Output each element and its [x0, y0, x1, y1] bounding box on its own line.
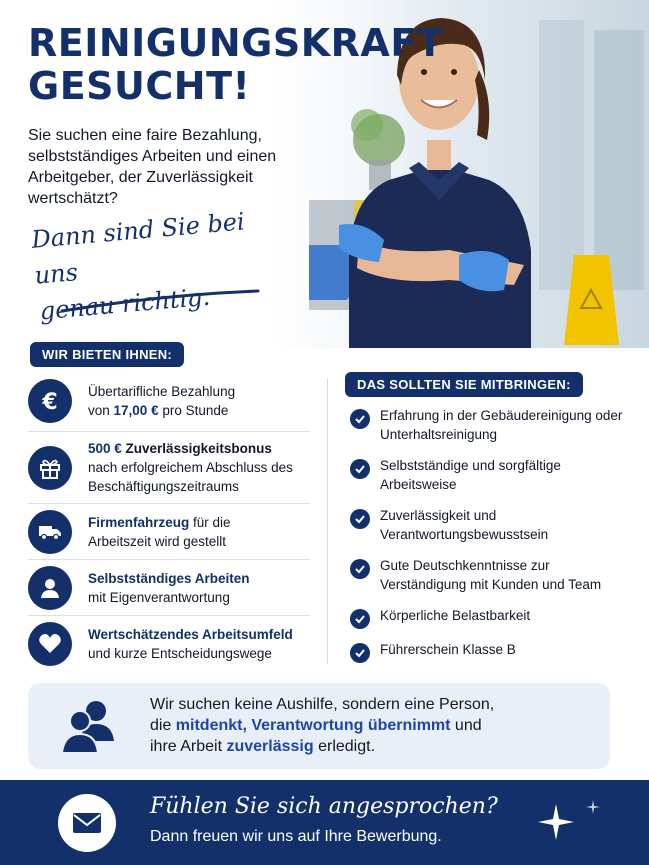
- callout-separator: ,: [242, 717, 252, 734]
- callout-text-part: die: [150, 717, 176, 734]
- intro-text: Sie suchen eine faire Bezahlung, selbstständiges Arbeiten und einen Arbeitgeber, der Zuverlässigkeit wertschätzt?: [28, 127, 277, 207]
- page-title: [28, 21, 444, 108]
- callout-highlight: zuverlässig: [226, 738, 314, 755]
- check-icon: [350, 509, 370, 529]
- requirement-text: Gute Deutschkenntnisse zur Verständigung mit Kunden und Team: [380, 558, 602, 592]
- headline-line-2: GESUCHT!: [28, 64, 251, 108]
- offer-heading: WIR BIETEN IHNEN:: [30, 342, 184, 367]
- check-icon: [350, 643, 370, 663]
- requirements-list: [350, 406, 635, 670]
- requirement-item: [350, 456, 635, 506]
- headline-line-1: REINIGUNGSKRAFT: [28, 21, 444, 65]
- tagline-underline: [60, 285, 260, 315]
- euro-icon: [28, 379, 72, 423]
- check-icon: [350, 609, 370, 629]
- offer-item-text: von: [88, 402, 114, 418]
- offer-item-line: nach erfolgreichem Abschluss des Beschäftigungszeitraums: [88, 460, 293, 494]
- hero-section: [0, 0, 649, 348]
- column-divider: [327, 378, 328, 664]
- offer-item: [28, 504, 310, 560]
- requirement-item: [350, 406, 635, 456]
- requirement-text: Zuverlässigkeit und Verantwortungsbewusstsein: [380, 508, 549, 542]
- van-icon: [28, 510, 72, 554]
- requirement-text: Führerschein Klasse B: [380, 642, 516, 657]
- offer-item-highlight: 500 €: [88, 441, 126, 456]
- heart-icon: [28, 622, 72, 666]
- callout-text: [150, 694, 580, 757]
- footer-headline: Fühlen Sie sich angesprochen?: [150, 794, 498, 819]
- team-icon: [60, 697, 118, 755]
- offer-item-text: Zuverlässigkeitsbonus: [125, 441, 272, 456]
- offer-list: [28, 370, 310, 672]
- callout-box: [28, 683, 610, 769]
- envelope-icon: [72, 812, 102, 834]
- svg-text:€: €: [42, 389, 58, 414]
- footer-banner: [0, 780, 649, 865]
- person-icon: [28, 566, 72, 610]
- offer-item-line: Übertarifliche Bezahlung: [88, 383, 236, 399]
- callout-text-part: und: [450, 717, 482, 734]
- requirement-text: Erfahrung in der Gebäudereinigung oder Unterhaltsreinigung: [380, 408, 623, 442]
- mail-button[interactable]: [58, 794, 116, 852]
- requirement-text: Körperliche Belastbarkeit: [380, 608, 531, 623]
- offer-item: [28, 560, 310, 616]
- footer-subtext: Dann freuen wir uns auf Ihre Bewerbung.: [150, 828, 442, 845]
- offer-item: [28, 370, 310, 432]
- callout-text-part: erledigt.: [313, 738, 376, 755]
- callout-highlight: mitdenkt: [175, 717, 243, 734]
- requirement-text: Selbstständige und sorgfältige Arbeitsweise: [380, 458, 561, 492]
- callout-line: Wir suchen keine Aushilfe, sondern eine Person,: [150, 696, 495, 713]
- requirement-item: [350, 556, 635, 606]
- offer-item: [28, 432, 310, 504]
- check-icon: [350, 409, 370, 429]
- tagline-line-2: genau richtig.: [38, 282, 212, 326]
- offer-item-highlight: 17,00 €: [113, 402, 159, 418]
- requirement-item: [350, 640, 635, 670]
- tagline-line-1: Dann sind Sie bei uns: [30, 207, 246, 290]
- offer-item-line: Arbeitszeit wird gestellt: [88, 533, 227, 549]
- callout-text-part: ihre Arbeit: [150, 738, 227, 755]
- offer-item-highlight: Wertschätzendes Arbeitsumfeld: [88, 627, 293, 642]
- requirement-item: [350, 506, 635, 556]
- offer-item-text: pro Stunde: [158, 402, 229, 418]
- sparkle-icon: [586, 800, 600, 814]
- offer-item: [28, 616, 310, 672]
- gift-icon: [28, 446, 72, 490]
- callout-highlight: Verantwortung übernimmt: [251, 717, 451, 734]
- check-icon: [350, 459, 370, 479]
- requirements-heading: DAS SOLLTEN SIE MITBRINGEN:: [345, 372, 583, 397]
- offer-item-line: mit Eigenverantwortung: [88, 589, 230, 605]
- check-icon: [350, 559, 370, 579]
- offer-item-text: für die: [189, 514, 231, 530]
- offer-item-highlight: Selbstständiges Arbeiten: [88, 570, 250, 586]
- sparkle-icon: [536, 802, 576, 842]
- requirement-item: [350, 606, 635, 640]
- offer-item-highlight: Firmenfahrzeug: [88, 514, 190, 530]
- offer-item-line: und kurze Entscheidungswege: [88, 646, 272, 661]
